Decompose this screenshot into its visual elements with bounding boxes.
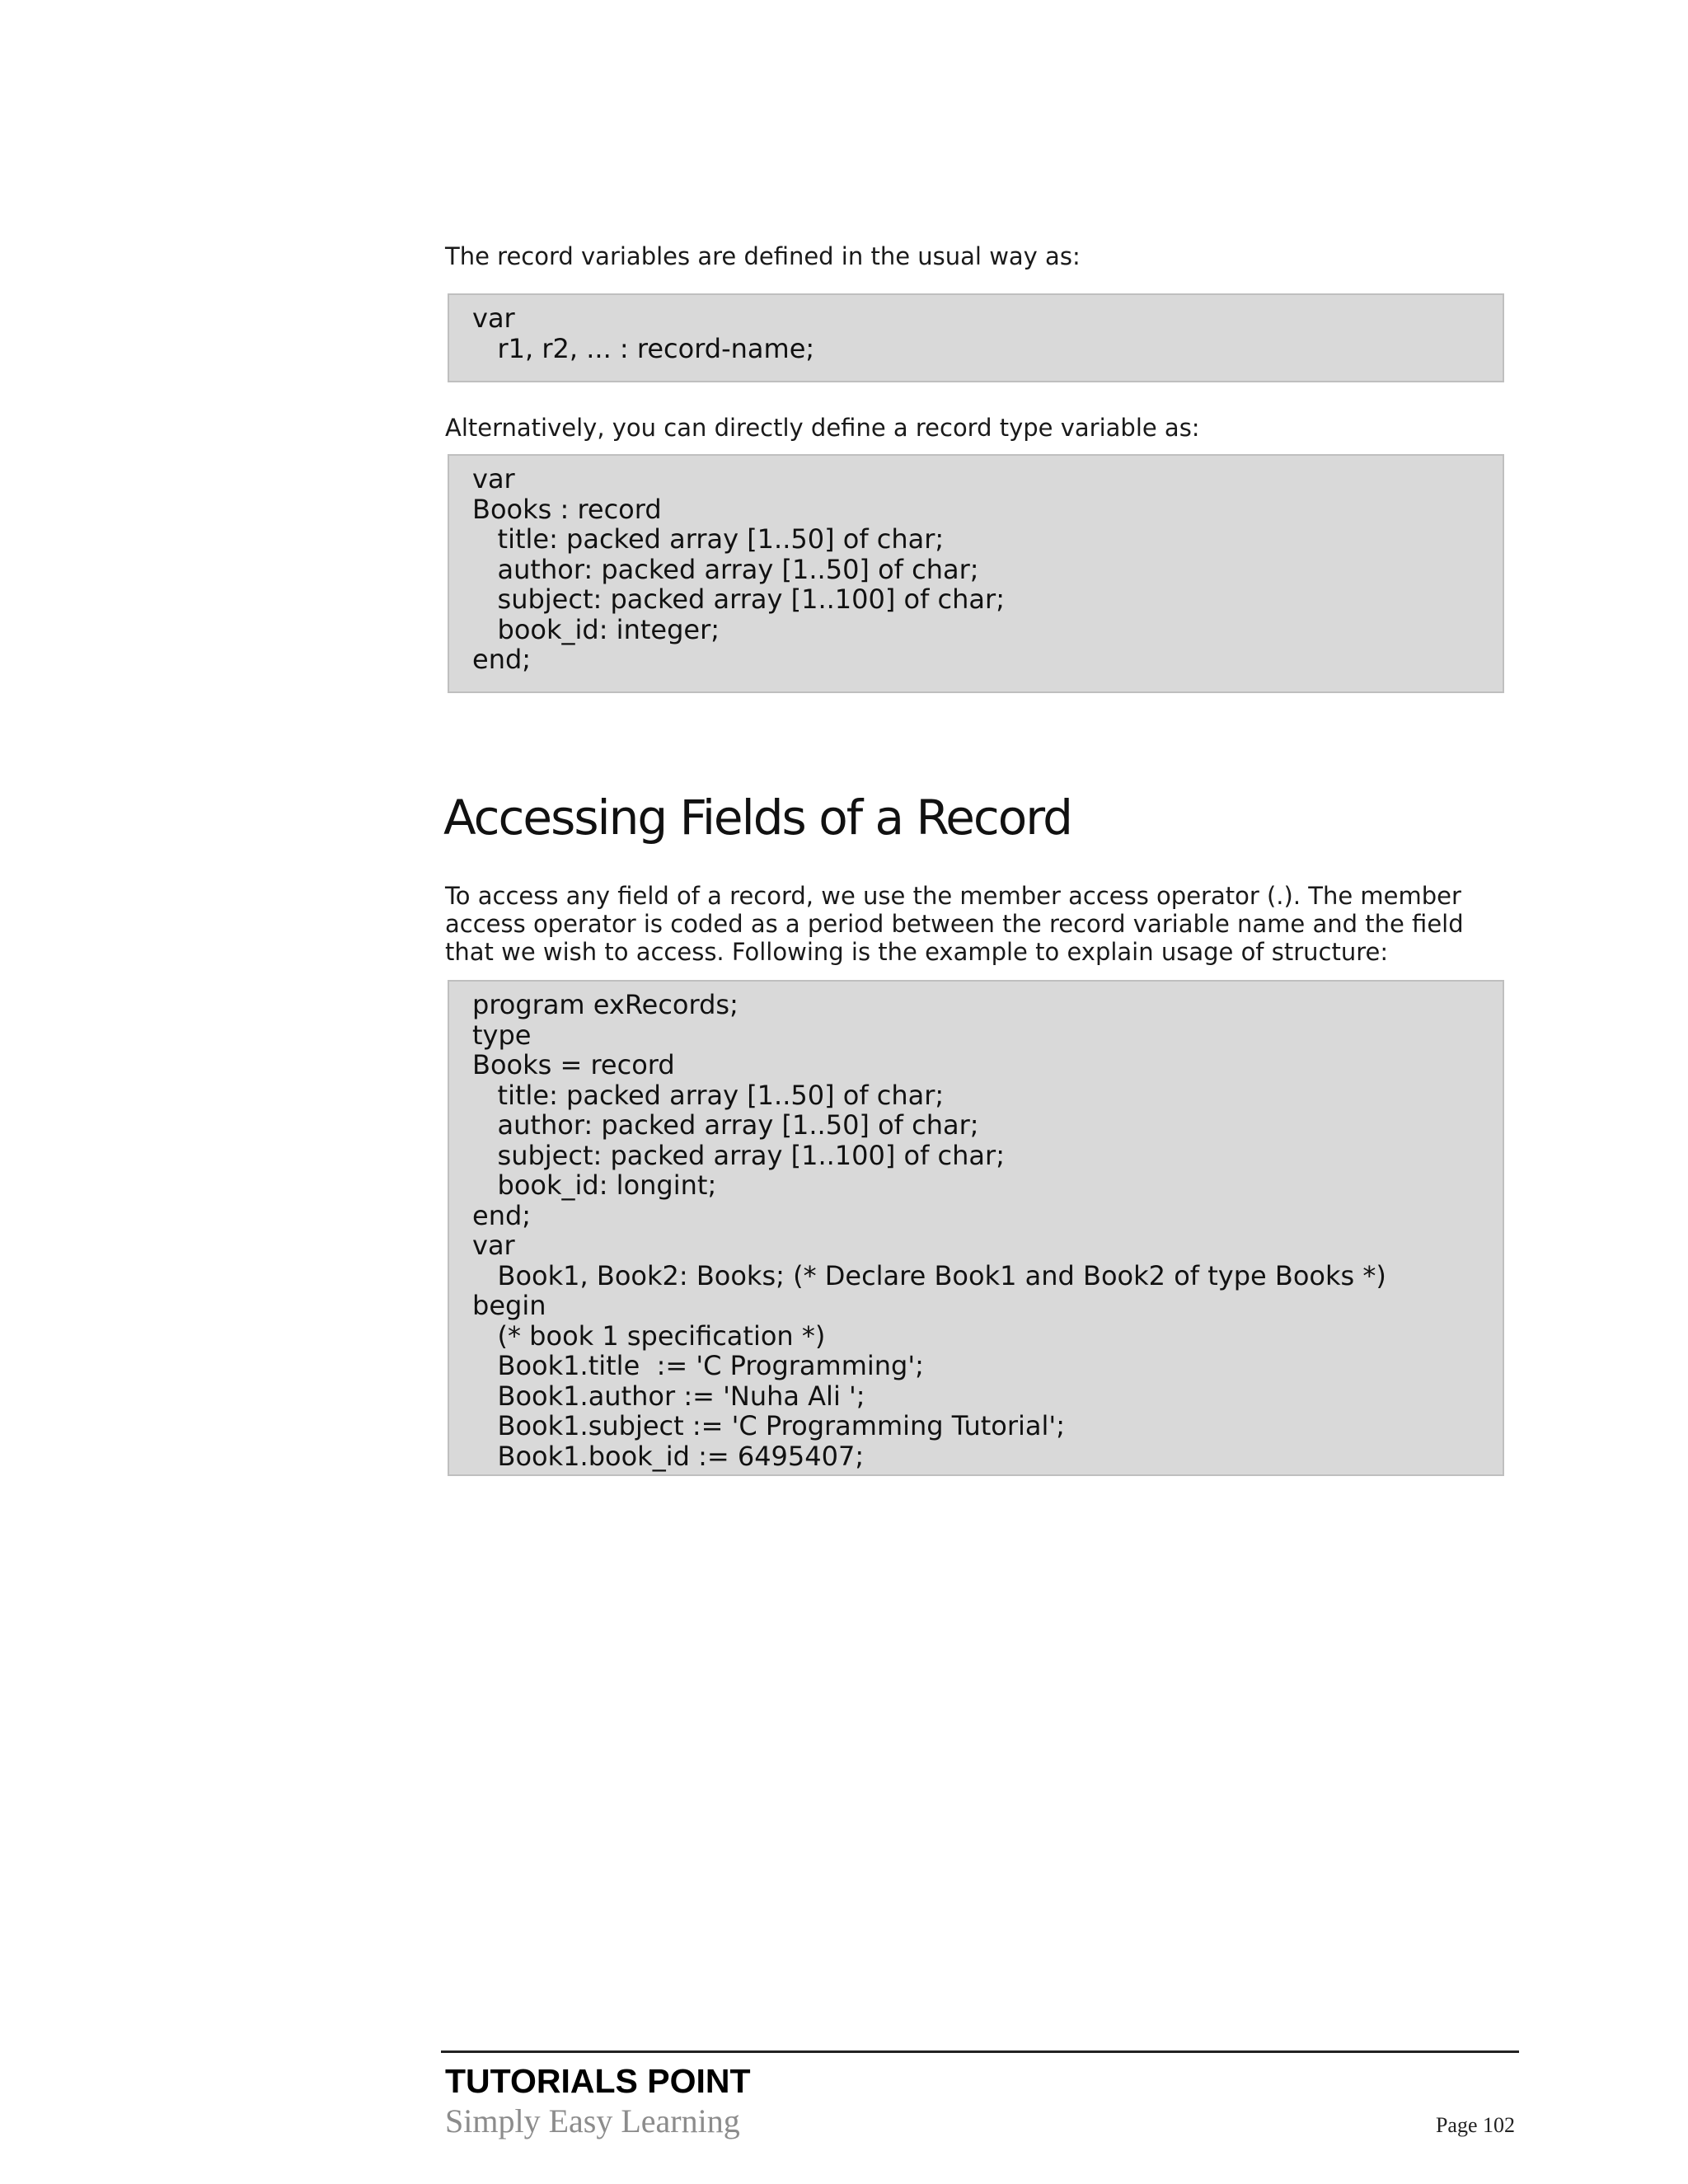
code-line: author: packed array [1..50] of char; <box>472 1109 979 1141</box>
code-block-record-type-variable <box>448 454 1504 693</box>
footer-tagline: Simply Easy Learning <box>445 2102 740 2139</box>
code-line: Books : record <box>472 493 662 525</box>
code-line: subject: packed array [1..100] of char; <box>472 583 1005 615</box>
code-block-record-variables <box>448 293 1504 382</box>
code-line: (* book 1 specification *) <box>472 1319 826 1352</box>
code-line: Book1.title := 'C Programming'; <box>472 1350 924 1381</box>
code-line: Book1.book_id := 6495407; <box>472 1440 865 1472</box>
code-line: book_id: longint; <box>472 1169 717 1201</box>
code-line: Books = record <box>472 1049 675 1080</box>
code-line: r1, r2, ... : record-name; <box>472 332 815 364</box>
code-line: program exRecords; <box>472 989 738 1020</box>
code-line: var <box>472 302 515 334</box>
code-line: title: packed array [1..50] of char; <box>472 1079 945 1111</box>
code-line: Book1, Book2: Books; (* Declare Book1 and Book2 of type Books *) <box>472 1259 1386 1291</box>
code-line: author: packed array [1..50] of char; <box>472 553 979 585</box>
footer-brand: TUTORIALS POINT <box>445 2062 751 2100</box>
code-block-example-program <box>448 980 1504 1476</box>
code-line: Book1.author := 'Nuha Ali '; <box>472 1380 865 1412</box>
code-line: var <box>472 1230 515 1261</box>
section-paragraph: To access any field of a record, we use the member access operator (.). The member access operator is coded as a period between the record variable name and the field that we wish to access. Following is the example to explain usage of structure: <box>445 882 1464 966</box>
code-line: end; <box>472 644 532 675</box>
alternative-paragraph: Alternatively, you can directly define a record type variable as: <box>445 414 1200 442</box>
code-line: book_id: integer; <box>472 613 720 645</box>
intro-paragraph: The record variables are defined in the usual way as: <box>445 242 1081 270</box>
code-line: type <box>472 1019 532 1051</box>
page-number: Page 102 <box>1435 2113 1515 2137</box>
code-line: subject: packed array [1..100] of char; <box>472 1139 1005 1171</box>
code-line: begin <box>472 1290 546 1321</box>
code-line: Book1.subject := 'C Programming Tutorial'; <box>472 1410 1065 1441</box>
footer-divider <box>441 2050 1519 2053</box>
code-line: title: packed array [1..50] of char; <box>472 523 945 555</box>
section-heading: Accessing Fields of a Record <box>443 790 1071 846</box>
code-line: var <box>472 463 515 494</box>
code-line: end; <box>472 1199 532 1231</box>
